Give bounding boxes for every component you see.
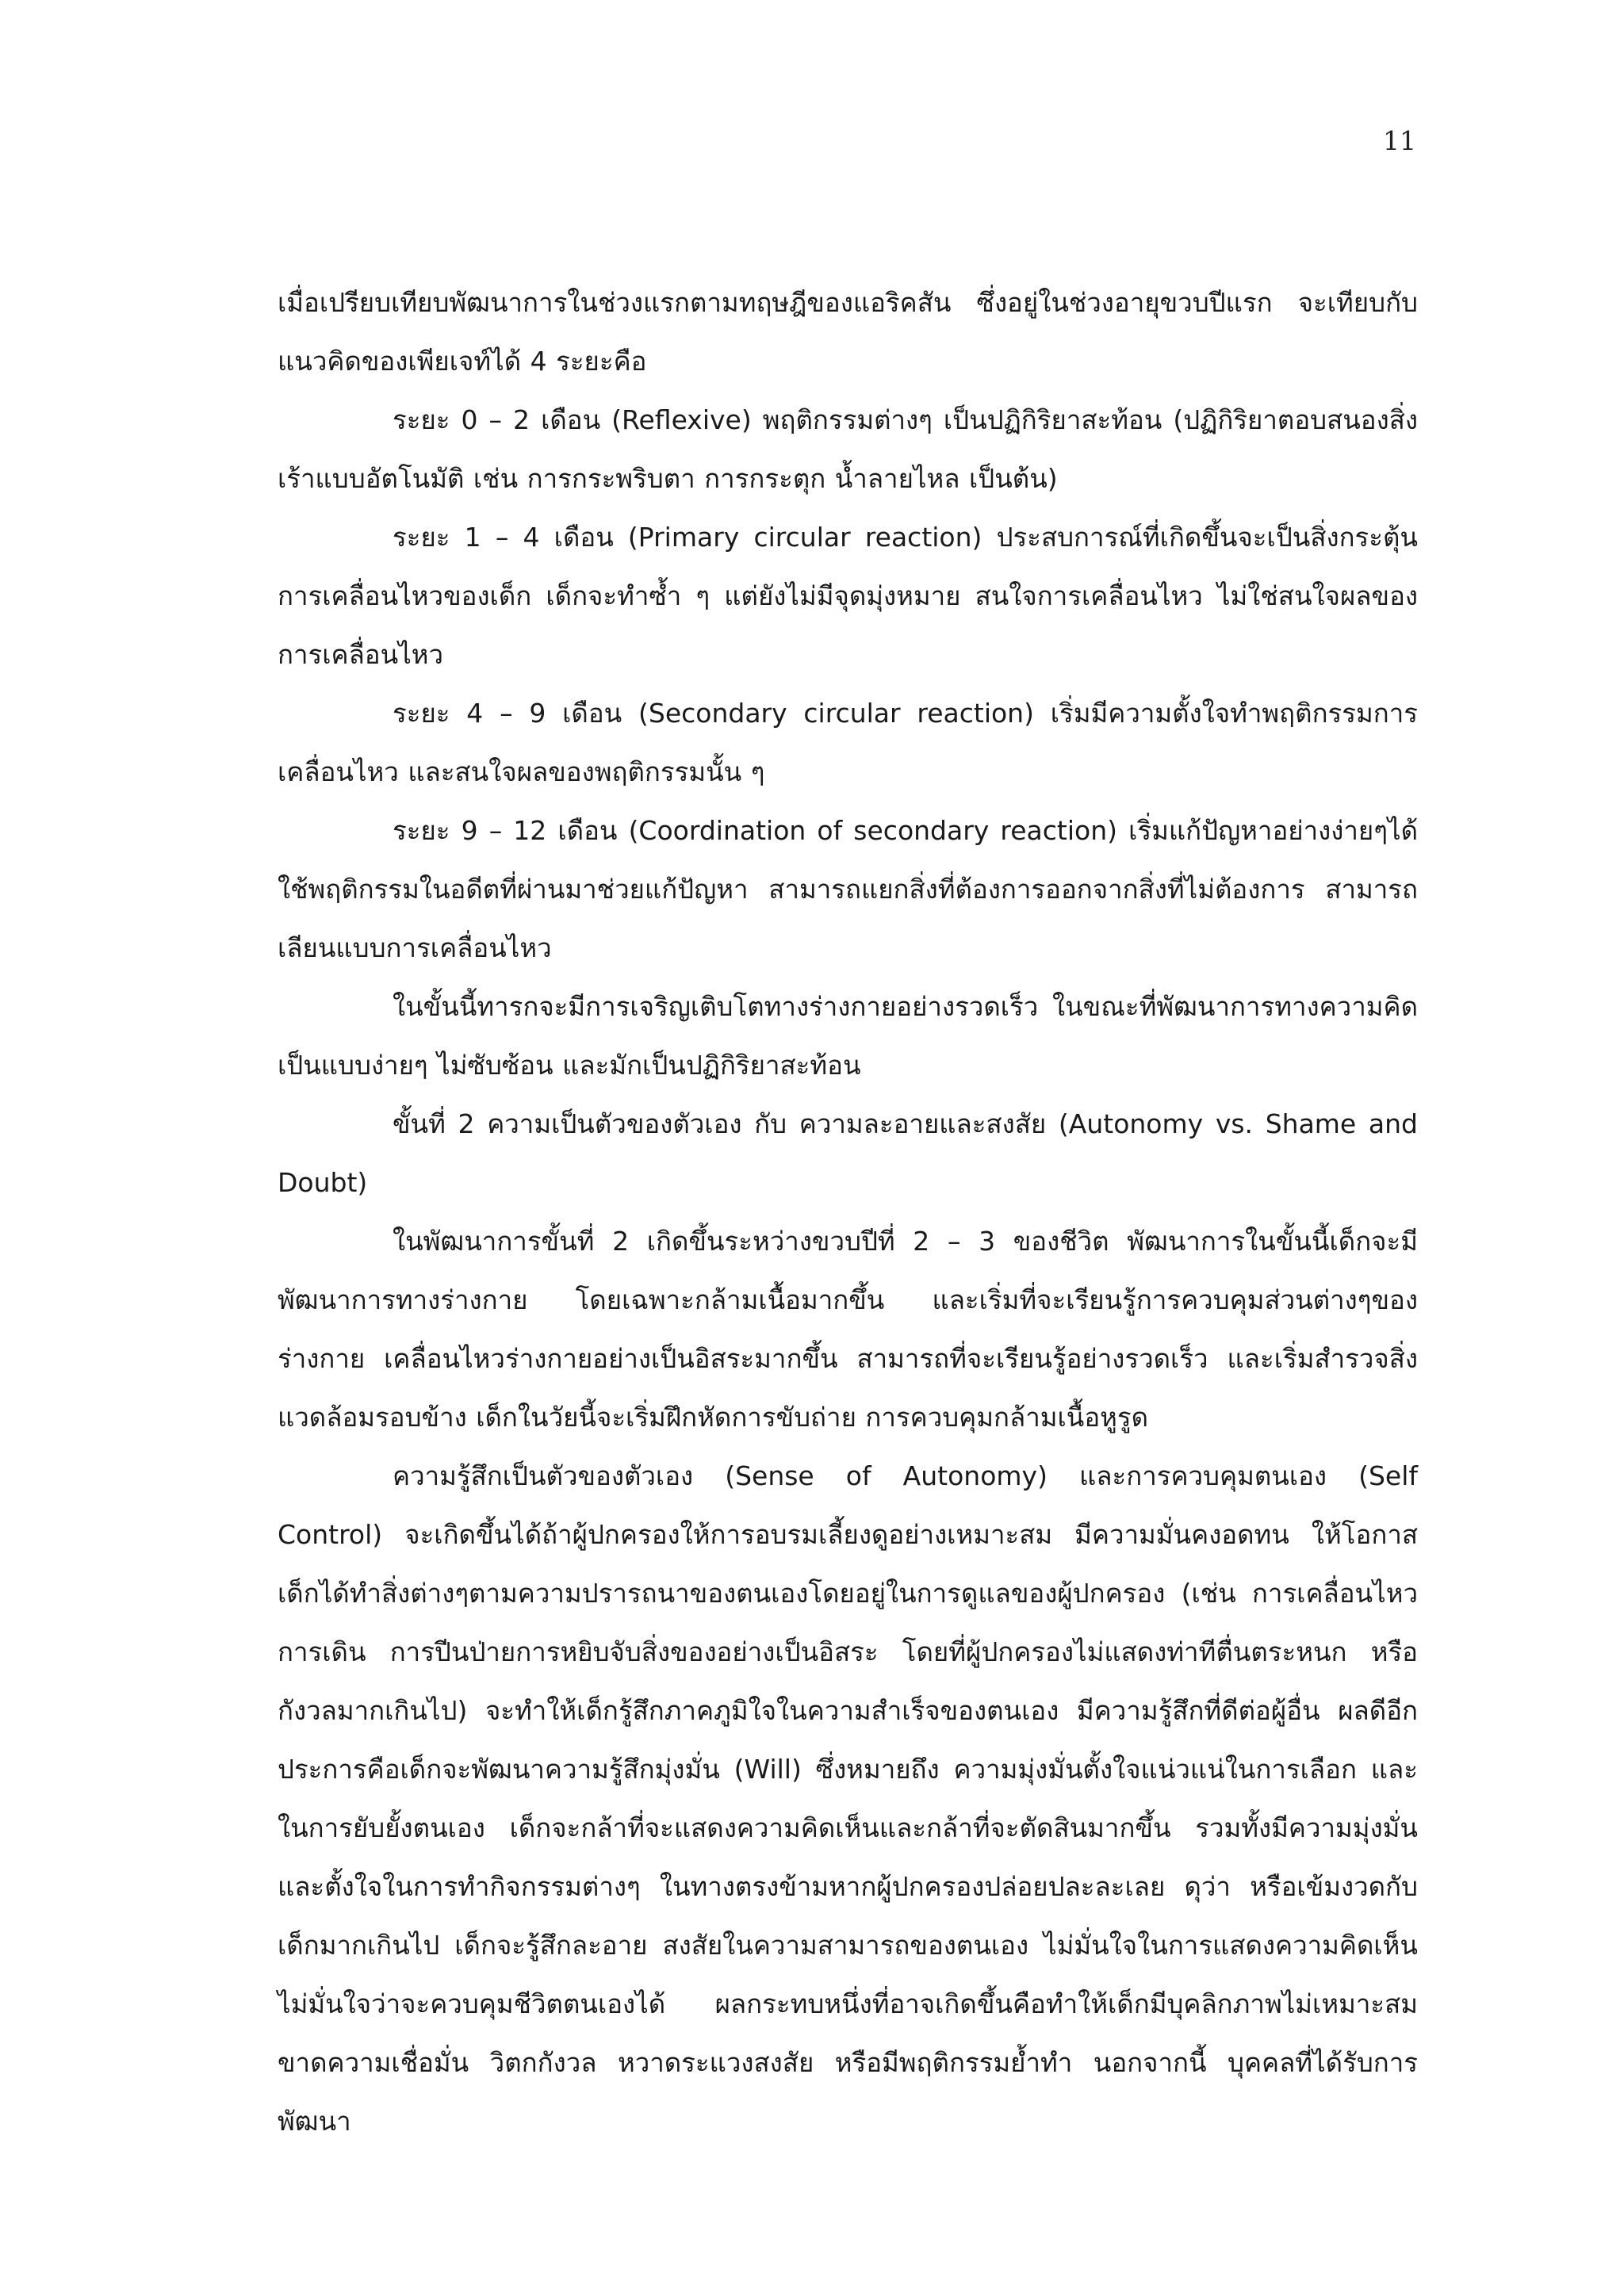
paragraph-sense-of-autonomy: ความรู้สึกเป็นตัวของตัวเอง (Sense of Autonomy) และการควบคุมตนเอง (Self Control) จะเกิดขึ้นได้ถ้าผู้ปกครองให้การอบรมเลี้ยงดูอย่างเหมาะสม มีความมั่นคงอดทน ให้โอกาสเด็กได้ทำสิ่งต่างๆตามความปรารถนาของตนเองโดยอยู่ในการดูแลของผู้ปกครอง (เช่น การเคลื่อนไหว การเดิน การปีนป่ายการหยิบจับสิ่งของอย่างเป็นอิสระ โดยที่ผู้ปกครองไม่แสดงท่าทีตื่นตระหนก หรือกังวลมากเกินไป) จะทำให้เด็กรู้สึกภาคภูมิใจในความสำเร็จของตนเอง มีความรู้สึกที่ดีต่อผู้อื่น ผลดีอีกประการคือเด็กจะพัฒนาความรู้สึกมุ่งมั่น (Will) ซึ่งหมายถึง ความมุ่งมั่นตั้งใจแน่วแน่ในการเลือก และในการยับยั้งตนเอง เด็กจะกล้าที่จะแสดงความคิดเห็นและกล้าที่จะตัดสินมากขึ้น รวมทั้งมีความมุ่งมั่นและตั้งใจในการทำกิจกรรมต่างๆ ในทางตรงข้ามหากผู้ปกครองปล่อยปละละเลย ดุว่า หรือเข้มงวดกับเด็กมากเกินไป เด็กจะรู้สึกละอาย สงสัยในความสามารถของตนเอง ไม่มั่นใจในการแสดงความคิดเห็น ไม่มั่นใจว่าจะควบคุมชีวิตตนเองได้ ผลกระทบหนึ่งที่อาจเกิดขึ้นคือทำให้เด็กมีบุคลิกภาพไม่เหมาะสม ขาดความเชื่อมั่น วิตกกังวล หวาดระแวงสงสัย หรือมีพฤติกรรมย้ำทำ นอกจากนี้ บุคคลที่ได้รับการพัฒนา <box>278 1460 1418 2137</box>
paragraph-stage-0-2-months: ระยะ 0 – 2 เดือน (Reflexive) พฤติกรรมต่างๆ เป็นปฏิกิริยาสะท้อน (ปฏิกิริยาตอบสนองสิ่งเร้าแบบอัตโนมัติ เช่น การกระพริบตา การกระตุก น้ำลายไหล เป็นต้น) <box>278 404 1418 494</box>
page-number: 11 <box>1383 125 1416 156</box>
paragraph-stage-2-description: ในพัฒนาการขั้นที่ 2 เกิดขึ้นระหว่างขวบปีที่ 2 – 3 ของชีวิต พัฒนาการในขั้นนี้เด็กจะมีพัฒนาการทางร่างกาย โดยเฉพาะกล้ามเนื้อมากขึ้น และเริ่มที่จะเรียนรู้การควบคุมส่วนต่างๆของร่างกาย เคลื่อนไหวร่างกายอย่างเป็นอิสระมากขึ้น สามารถที่จะเรียนรู้อย่างรวดเร็ว และเริ่มสำรวจสิ่งแวดล้อมรอบข้าง เด็กในวัยนี้จะเริ่มฝึกหัดการขับถ่าย การควบคุมกล้ามเนื้อหูรูด <box>278 1226 1418 1433</box>
section-heading-stage-2: ขั้นที่ 2 ความเป็นตัวของตัวเอง กับ ความละอายและสงสัย (Autonomy vs. Shame and Doubt) <box>278 1108 1418 1198</box>
paragraph-intro: เมื่อเปรียบเทียบพัฒนาการในช่วงแรกตามทฤษฎีของแอริคสัน ซึ่งอยู่ในช่วงอายุขวบปีแรก จะเทียบกับแนวคิดของเพียเจท์ได้ 4 ระยะคือ <box>278 287 1418 377</box>
paragraph-stage-1-4-months: ระยะ 1 – 4 เดือน (Primary circular reaction) ประสบการณ์ที่เกิดขึ้นจะเป็นสิ่งกระตุ้นการเคลื่อนไหวของเด็ก เด็กจะทำซ้ำ ๆ แต่ยังไม่มีจุดมุ่งหมาย สนใจการเคลื่อนไหว ไม่ใช่สนใจผลของการเคลื่อนไหว <box>278 522 1418 670</box>
paragraph-infant-summary: ในขั้นนี้ทารกจะมีการเจริญเติบโตทางร่างกายอย่างรวดเร็ว ในขณะที่พัฒนาการทางความคิดเป็นแบบง่ายๆ ไม่ซับซ้อน และมักเป็นปฏิกิริยาสะท้อน <box>278 991 1418 1081</box>
document-body <box>278 274 1418 2151</box>
paragraph-stage-9-12-months: ระยะ 9 – 12 เดือน (Coordination of secondary reaction) เริ่มแก้ปัญหาอย่างง่ายๆได้ ใช้พฤติกรรมในอดีตที่ผ่านมาช่วยแก้ปัญหา สามารถแยกสิ่งที่ต้องการออกจากสิ่งที่ไม่ต้องการ สามารถเลียนแบบการเคลื่อนไหว <box>278 815 1418 963</box>
paragraph-stage-4-9-months: ระยะ 4 – 9 เดือน (Secondary circular reaction) เริ่มมีความตั้งใจทำพฤติกรรมการเคลื่อนไหว และสนใจผลของพฤติกรรมนั้น ๆ <box>278 698 1418 787</box>
